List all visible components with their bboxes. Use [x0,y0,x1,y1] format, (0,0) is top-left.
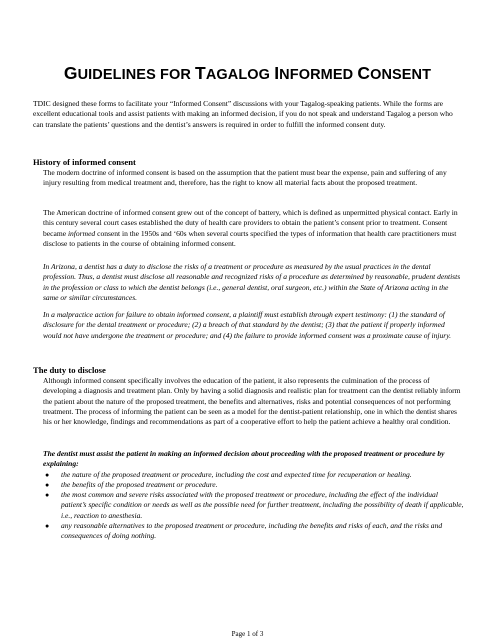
intro-text: TDIC designed these forms to facilitate your “Informed Consent” discussions with your Tagalog-speaking patients. While the forms are excellent educational tools and assist patients with making an informed decision, if you do not speak and understand Tagalog a person who can translate the patients’ questions and the dentist’s answers is required in order to fulfill the informed consent duty. [33,99,453,129]
title-part: I [274,63,280,83]
bullet-icon: ● [45,470,50,479]
title-part: C [357,63,371,83]
list-item-text: the nature of the proposed treatment or procedure, including the cost and expected time for recuperation or healing. [61,469,412,479]
list-item [43,480,465,490]
history-paragraph-3 [43,262,465,303]
history-heading: History of informed consent [33,157,136,167]
list-item [43,490,465,521]
history-text-2 [43,208,465,249]
title-part: AGALOG [205,67,275,83]
duty-heading: The duty to disclose [33,365,106,375]
bullet-icon: ● [45,480,50,489]
page-number: Page 1 of 3 [231,630,264,638]
list-item-text: any reasonable alternatives to the proposed treatment or procedure, including the benefits and risks of each, and the risks and consequences of doing nothing. [61,521,443,541]
list-item [43,521,465,542]
duty-list-block [43,449,465,542]
history-paragraph-4 [43,310,465,341]
history-paragraph-1 [43,168,465,189]
history-text-4: In a malpractice action for failure to obtain informed consent, a plaintiff must establish through expert testimony: (1) the standard of disclosure for the dental treatment or procedure; (2) a breach of that standard by the dentist; (3) that the patient if properly informed would not have undergone the treatment or procedure; and (4) the failure to provide informed consent was a proximate cause of injury. [43,310,452,340]
history-paragraph-2 [43,208,465,249]
history-text-2b: consent in the 1950s and ‘60s when several courts specified the types of information that health care practitioners must disclose to patients in the course of obtaining informed consent. [43,228,457,248]
duty-lead-text: The dentist must assist the patient in making an informed decision about proceeding with the proposed treatment or procedure by explaining: [43,449,445,469]
list-item [43,470,465,480]
duty-paragraph-1 [43,376,465,427]
document-title [0,63,495,84]
bullet-icon: ● [45,491,50,500]
title-part: ONSENT [370,67,432,83]
duty-bullet-list [43,470,465,542]
list-item-text: the most common and severe risks associated with the proposed treatment or procedure, including the effect of the individual patient’s specific condition or needs as well as the possible need for further treatment, including the possibility of death if applicable, i.e., reaction to anesthesia. [61,490,464,520]
title-part: G [63,63,78,83]
intro-paragraph [33,99,465,130]
history-text-2a: The American doctrine of informed consent grew out of the concept of battery, which is defined as unpermitted physical contact. Early in this century several court cases established the duty of health care providers to obtain the patient’s consent prior to treatment. Consent became [43,208,458,238]
title-part: T [195,63,206,83]
duty-text-1: Although informed consent specifically involves the education of the patient, it also represents the culmination of the process of developing a diagnosis and treatment plan. Only by having a solid diagnosis and realistic plan for treatment can the dentist reliably inform the patient about the nature of the proposed treatment, the benefits and alternatives, risks and potential consequences of not performing treatment. The process of informing the patient can be seen as a model for the dentist-patient relationship, one in which the dentist shares his or her knowledge, findings and recommendations as part of a cooperative effort to help the patient achieve a healthy oral condition. [43,376,461,427]
bullet-icon: ● [45,522,50,531]
title-part: NFORMED [279,67,358,83]
title-part: UIDELINES FOR [77,67,196,83]
history-text-2-emphasis: informed [67,228,96,238]
history-text-3: In Arizona, a dentist has a duty to disclose the risks of a treatment or procedure as measured by the usual practices in the dental profession. Thus, a dentist must disclose all reasonable and recognized risks of a procedure as determined by reasonable, prudent dentists in the profession or class to which the dentist belongs (i.e., general dentist, oral surgeon, etc.) within the State of Arizona acting in the same or similar circumstances. [43,262,461,302]
history-text-1: The modern doctrine of informed consent is based on the assumption that the patient must bear the expense, pain and suffering of any injury resulting from medical treatment and, therefore, has the right to know all material facts about the proposed treatment. [43,168,447,188]
list-item-text: the benefits of the proposed treatment or procedure. [61,479,218,489]
